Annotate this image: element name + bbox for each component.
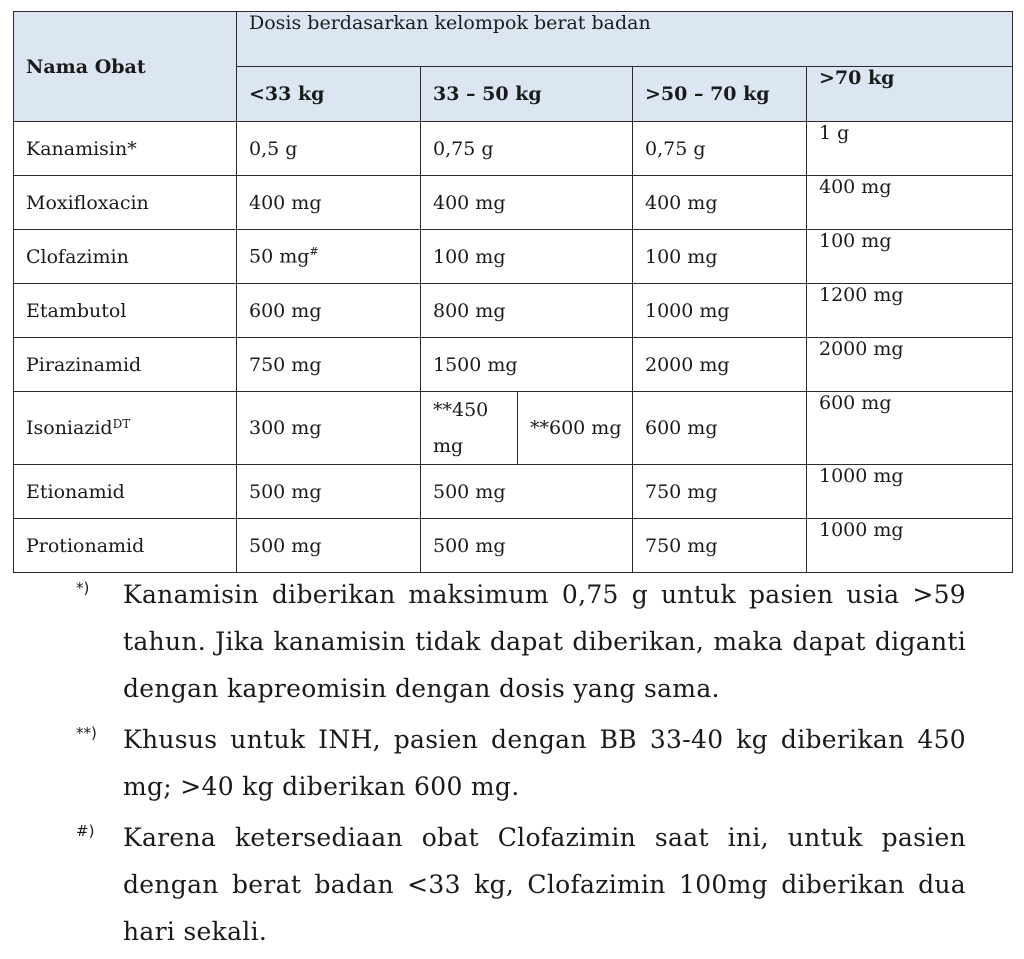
- dose-cell: **450 mg: [421, 392, 518, 465]
- dose-cell: 750 mg: [633, 465, 807, 519]
- dose-cell: 100 mg: [807, 230, 1013, 284]
- dose-cell: 1000 mg: [807, 519, 1013, 573]
- dose-cell: 500 mg: [237, 465, 421, 519]
- footnote: [76, 716, 966, 810]
- footnote-text: Khusus untuk INH, pasien dengan BB 33-40 kg diberikan 450 mg; >40 kg diberikan 600 mg.: [123, 725, 966, 801]
- drug-name-text: Isoniazid: [26, 417, 113, 439]
- dose-cell: 300 mg: [237, 392, 421, 465]
- dose-cell: 2000 mg: [633, 338, 807, 392]
- footnote-marker: **): [76, 724, 97, 742]
- dose-cell: 0,5 g: [237, 122, 421, 176]
- drug-name: Etambutol: [14, 284, 237, 338]
- dose-cell: 400 mg: [633, 176, 807, 230]
- drug-name: Etionamid: [14, 465, 237, 519]
- dose-cell: 500 mg: [237, 519, 421, 573]
- footnote-text: Karena ketersediaan obat Clofazimin saat ini, untuk pasien dengan berat badan <33 kg, Clofazimin 100mg diberikan dua hari sekali.: [123, 823, 966, 946]
- header-drug-name: Nama Obat: [14, 12, 237, 122]
- dose-cell: [237, 230, 421, 284]
- footnote-marker: #): [76, 822, 95, 840]
- dose-cell: 2000 mg: [807, 338, 1013, 392]
- footnote: [76, 571, 966, 712]
- dose-table: [13, 11, 1013, 573]
- dose-cell: **600 mg: [518, 392, 633, 465]
- dose-cell: 100 mg: [633, 230, 807, 284]
- dose-cell: 1 g: [807, 122, 1013, 176]
- drug-name: Protionamid: [14, 519, 237, 573]
- header-col-gt70: >70 kg: [807, 67, 1013, 122]
- dose-cell: 400 mg: [807, 176, 1013, 230]
- drug-name-superscript: DT: [112, 417, 131, 431]
- table-row: [14, 392, 1013, 465]
- table-row: [14, 122, 1013, 176]
- drug-name: Kanamisin*: [14, 122, 237, 176]
- dose-cell: 500 mg: [421, 465, 633, 519]
- table-row: [14, 284, 1013, 338]
- dose-cell: 500 mg: [421, 519, 633, 573]
- footnote: [76, 814, 966, 955]
- dose-cell: 400 mg: [237, 176, 421, 230]
- table-row: [14, 176, 1013, 230]
- dose-cell: 100 mg: [421, 230, 633, 284]
- dose-cell: 800 mg: [421, 284, 633, 338]
- table-row: [14, 338, 1013, 392]
- drug-name: Moxifloxacin: [14, 176, 237, 230]
- footnote-mark: #: [309, 245, 319, 259]
- footnotes: [76, 571, 966, 959]
- table-row: [14, 230, 1013, 284]
- dose-cell: 400 mg: [421, 176, 633, 230]
- drug-name: Clofazimin: [14, 230, 237, 284]
- dose-cell: 750 mg: [237, 338, 421, 392]
- dose-cell: 750 mg: [633, 519, 807, 573]
- drug-name: Pirazinamid: [14, 338, 237, 392]
- table-row: [14, 465, 1013, 519]
- header-col-lt33: <33 kg: [237, 67, 421, 122]
- footnote-marker: *): [76, 579, 90, 597]
- dose-cell: 1500 mg: [421, 338, 633, 392]
- table-row: [14, 519, 1013, 573]
- dose-cell: 600 mg: [633, 392, 807, 465]
- dose-cell: 0,75 g: [633, 122, 807, 176]
- dose-cell: 600 mg: [807, 392, 1013, 465]
- dose-cell: 0,75 g: [421, 122, 633, 176]
- dose-cell: 1200 mg: [807, 284, 1013, 338]
- dose-cell: 1000 mg: [633, 284, 807, 338]
- header-dose-group: Dosis berdasarkan kelompok berat badan: [237, 12, 1013, 67]
- dose-cell: 1000 mg: [807, 465, 1013, 519]
- drug-name: [14, 392, 237, 465]
- footnote-text: Kanamisin diberikan maksimum 0,75 g untuk pasien usia >59 tahun. Jika kanamisin tidak dapat diberikan, maka dapat diganti dengan kapreomisin dengan dosis yang sama.: [123, 580, 966, 703]
- dose-cell: 600 mg: [237, 284, 421, 338]
- header-col-50-70: >50 – 70 kg: [633, 67, 807, 122]
- dose-value: 50 mg: [249, 245, 310, 268]
- header-col-33-50: 33 – 50 kg: [421, 67, 633, 122]
